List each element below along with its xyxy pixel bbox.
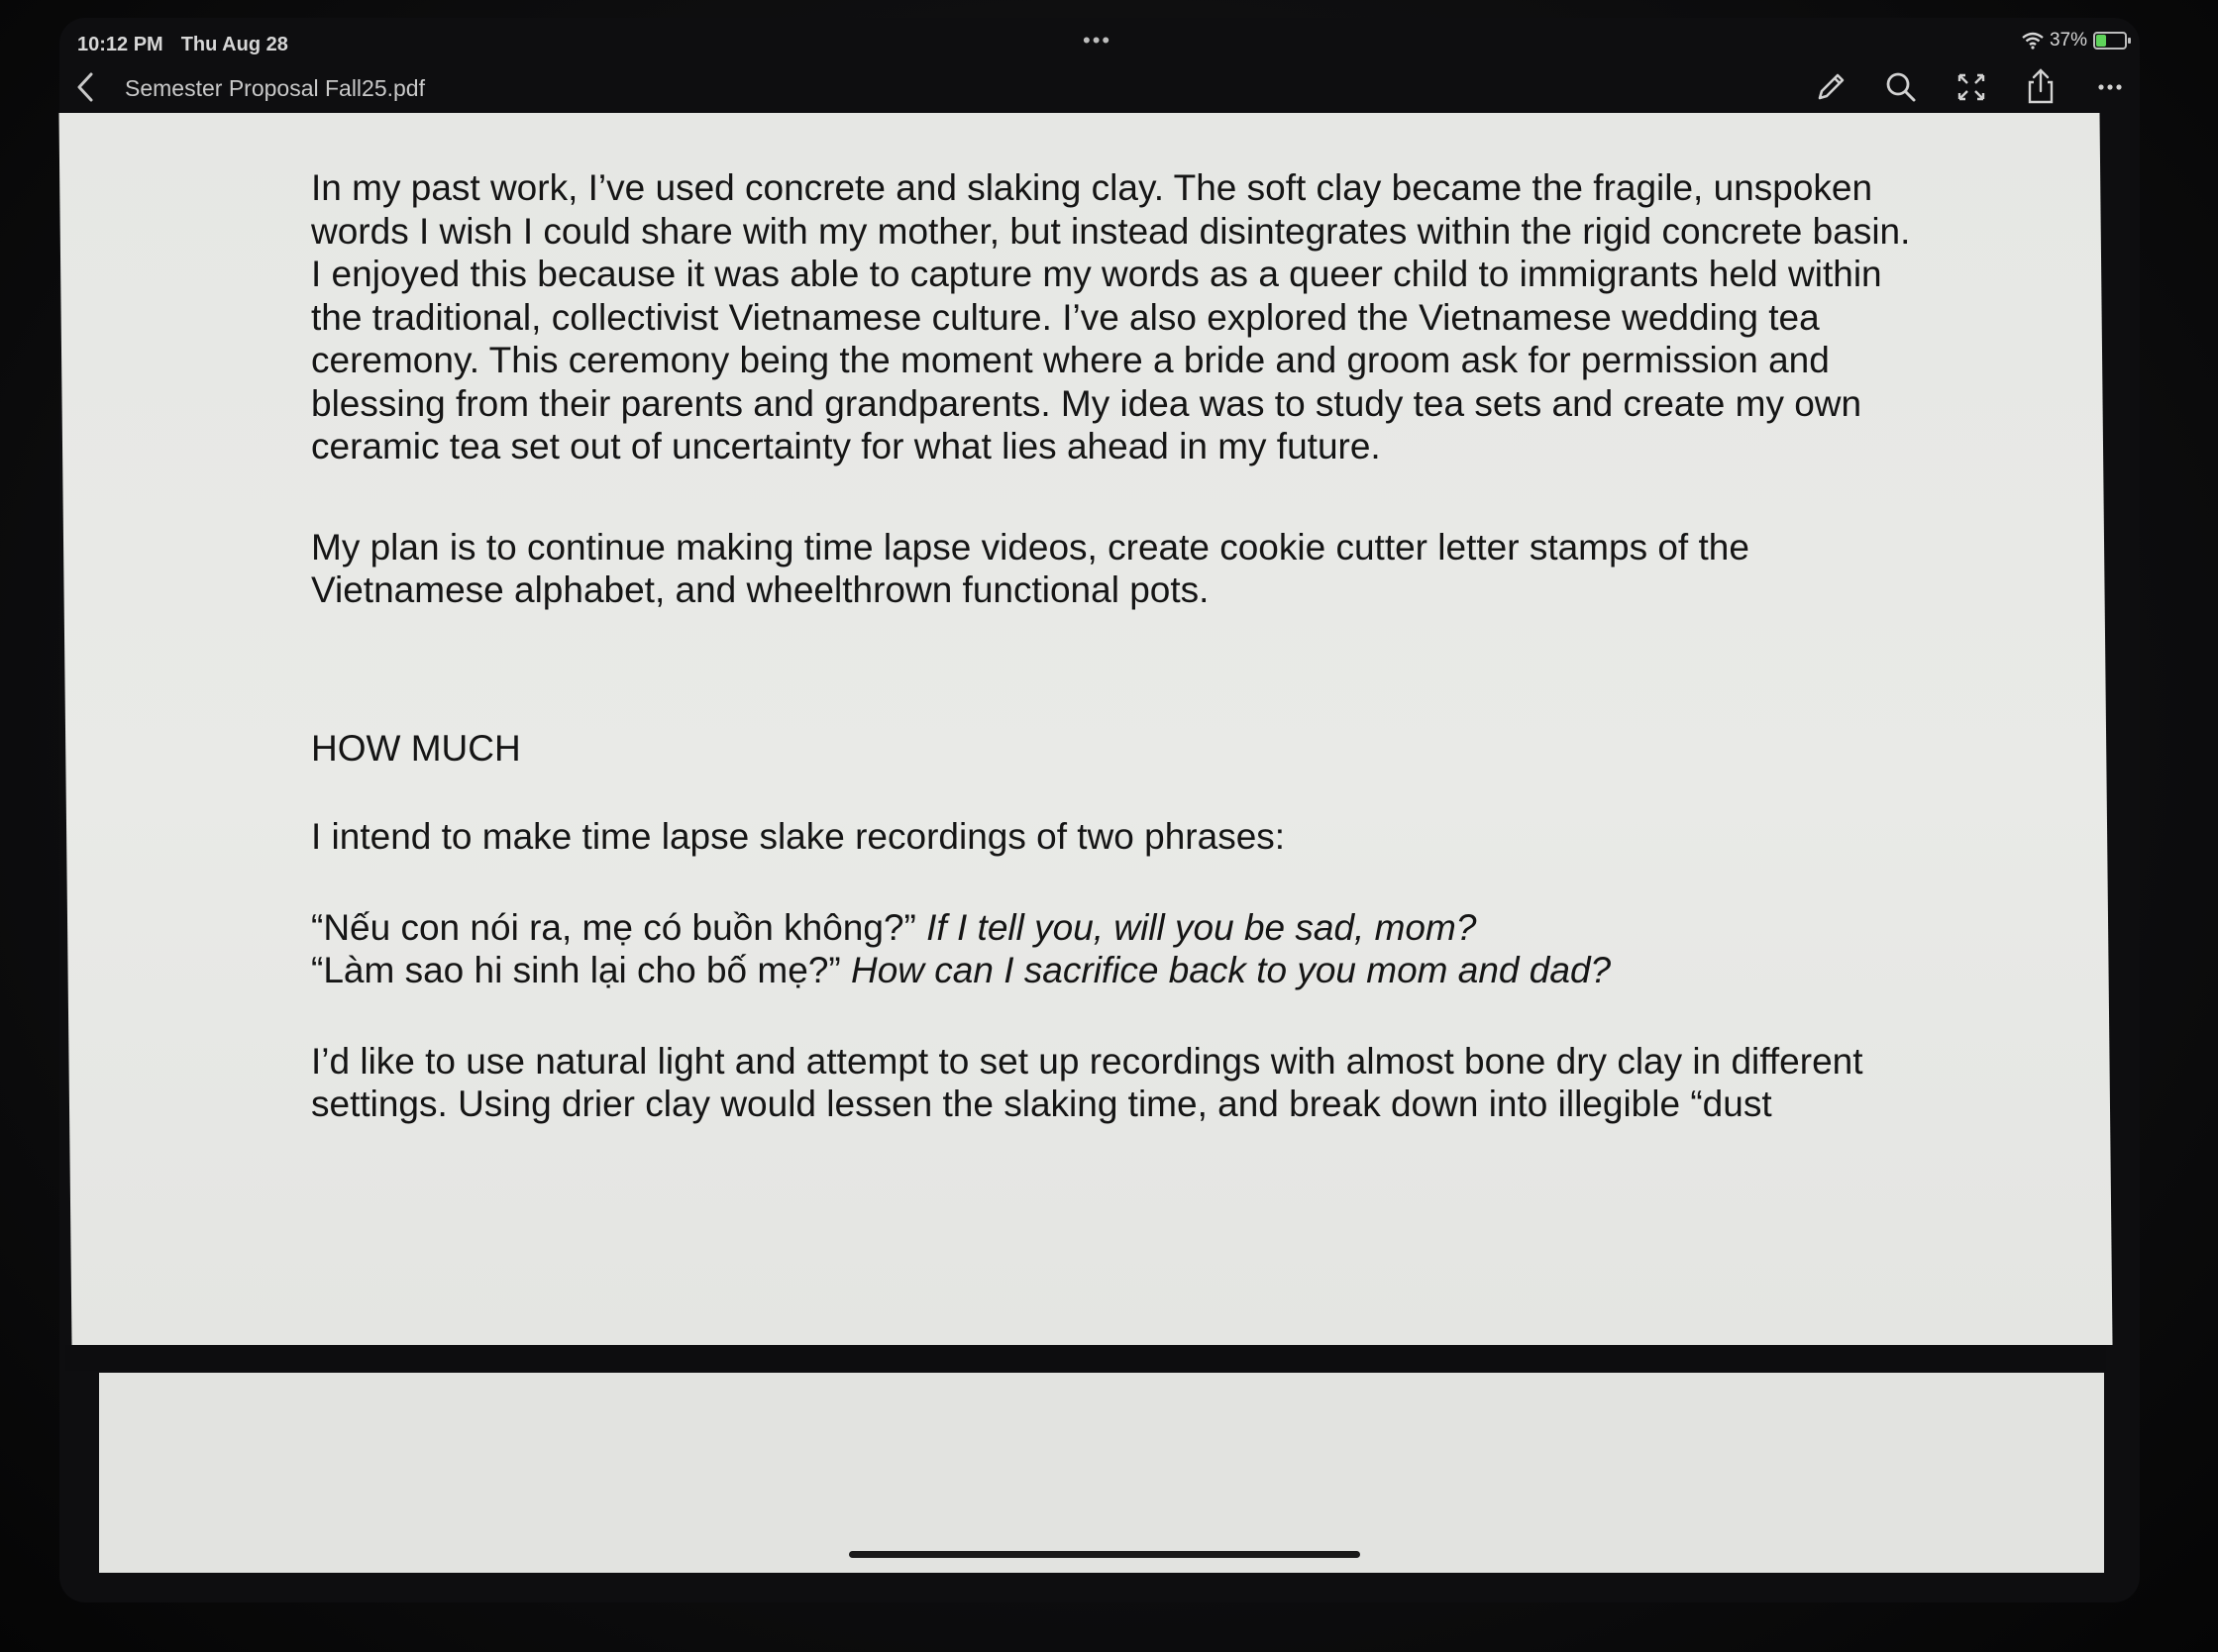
search-button[interactable] — [1881, 67, 1921, 107]
expand-icon — [1952, 67, 1991, 107]
page-content — [311, 166, 1916, 1126]
document-title: Semester Proposal Fall25.pdf — [125, 75, 425, 101]
paragraph-plan: My plan is to continue making time lapse videos, create cookie cutter letter stamps of the Vietnamese alphabet, and wheelthrown functional pots. — [311, 526, 1749, 610]
status-time: 10:12 PM — [77, 34, 163, 55]
battery-icon — [2093, 32, 2127, 50]
battery-fill — [2096, 35, 2106, 47]
paragraph-natural-light: I’d like to use natural light and attempt to set up recordings with almost bone dry clay in different settings. Using drier clay would lessen the slaking time, and break down into illegible “dust — [311, 1040, 1863, 1124]
status-indicators — [2022, 30, 2127, 52]
phrase-line — [311, 949, 1916, 992]
battery-percent: 37% — [2049, 30, 2087, 51]
pdf-toolbar — [59, 63, 2140, 115]
wifi-icon — [2022, 32, 2044, 50]
search-icon — [1881, 67, 1921, 107]
paragraph-intent: I intend to make time lapse slake recordings of two phrases: — [311, 816, 1286, 857]
more-icon — [2090, 67, 2130, 107]
phrase-english: If I tell you, will you be sad, mom? — [926, 906, 1477, 948]
multitasking-dots[interactable]: ••• — [1083, 28, 1112, 52]
markup-button[interactable] — [1811, 67, 1850, 107]
phrase-line — [311, 906, 1916, 950]
home-indicator[interactable] — [849, 1551, 1360, 1558]
paragraph-past-work: In my past work, I’ve used concrete and slaking clay. The soft clay became the fragile, unspoken words I wish I could share with my mother, but instead disintegrates within the rigid concrete basin. I enjoyed this because it was able to capture my words as a queer child to immigrants held within the traditional, collectivist Vietnamese culture. I’ve also explored the Vietnamese wedding tea ceremony. This ceremony being the moment where a bride and groom ask for permission and blessing from their parents and grandparents. My idea was to study tea sets and create my own ceramic tea set out of uncertainty for what lies ahead in my future. — [311, 167, 1911, 466]
share-icon — [2021, 67, 2060, 107]
phrase-vietnamese: “Nếu con nói ra, mẹ có buồn không?” — [311, 906, 916, 948]
section-heading: HOW MUCH — [311, 727, 521, 769]
phrase-english: How can I sacrifice back to you mom and dad? — [851, 950, 1612, 990]
pdf-page-next[interactable] — [99, 1373, 2104, 1573]
phrase-list — [311, 906, 1916, 992]
fullscreen-button[interactable] — [1952, 67, 1991, 107]
phrase-vietnamese: “Làm sao hi sinh lại cho bố mẹ?” — [311, 950, 841, 990]
page-separator — [65, 1345, 2106, 1371]
status-clock — [77, 34, 306, 56]
back-icon — [69, 69, 105, 105]
share-button[interactable] — [2021, 67, 2060, 107]
pencil-icon — [1811, 67, 1850, 107]
back-button[interactable] — [69, 69, 105, 105]
status-date: Thu Aug 28 — [180, 34, 288, 55]
more-button[interactable] — [2090, 67, 2130, 107]
